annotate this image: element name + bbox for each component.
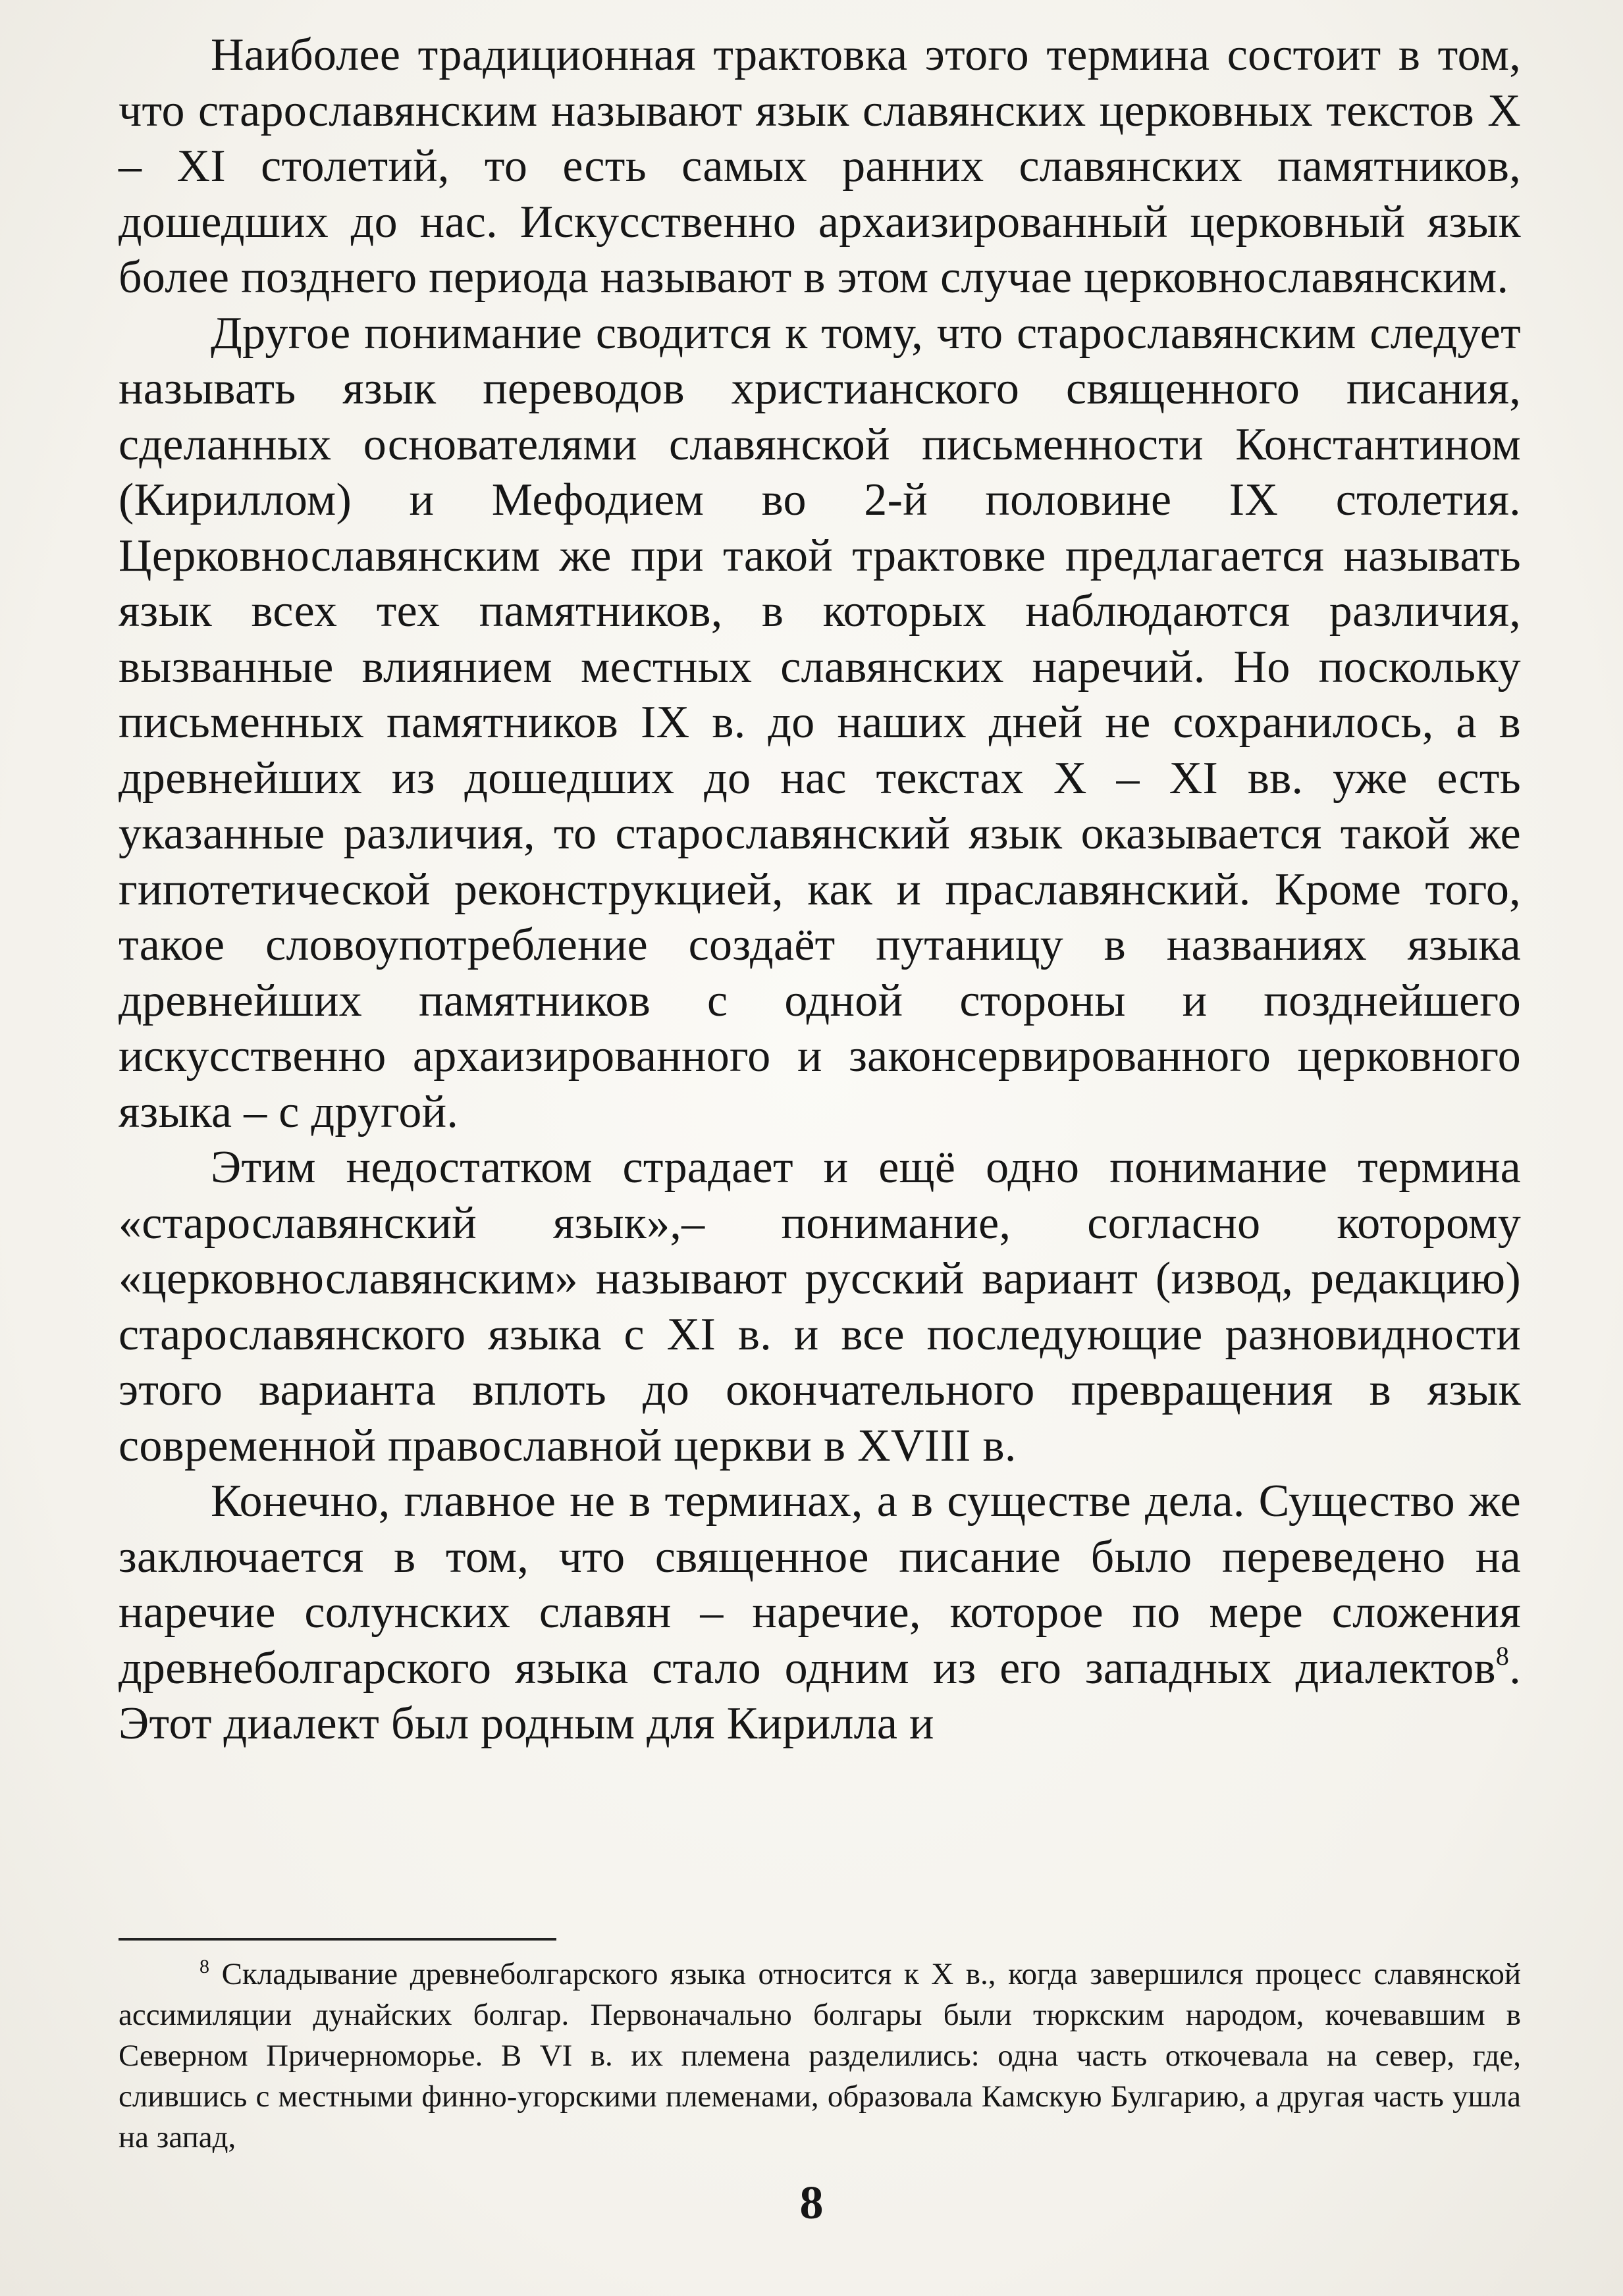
- footnote-text: Складывание древнеболгарского языка относится к X в., когда завершился процесс славянской ассимиляции дунайских болгар. Первоначально болгары были тюркским народом, кочевавшим в Северном Причерноморье. В VI в. их племена разделились: одна часть откочевала на север, где, слившись с местными финно-угорскими племенами, образовала Камскую Булгарию, а другая часть ушла на запад,: [119, 1957, 1521, 2154]
- paragraph-4-tail: . Этот диалект был родным для Кирилла и: [119, 1642, 1521, 1749]
- paragraph-4-text: Конечно, главное не в терминах, а в существе дела. Существо же заключается в том, что священное писание было переведено на наречие солунских славян – наречие, которое по мере сложения древнеболгарского языка стало одним из его западных диалектов: [119, 1476, 1521, 1694]
- main-text: [119, 28, 1521, 1752]
- footnote-reference: 8: [1495, 1640, 1510, 1671]
- page-number: 8: [799, 2176, 824, 2229]
- footnote: [119, 1954, 1521, 2158]
- paragraph-4: [119, 1474, 1521, 1752]
- footnote-marker: 8: [200, 1956, 209, 1977]
- paragraph-1: Наиболее традиционная трактовка этого термина состоит в том, что старославянским называют язык славянских церковных текстов X – XI столетий, то есть самых ранних славянских памятников, дошедших до нас. Искусственно архаизированный церковный язык более позднего периода называют в этом случае церковнославянским.: [119, 30, 1521, 303]
- paragraph-3: Этим недостатком страдает и ещё одно понимание термина «старославянский язык»,– понимание, согласно которому «церковнославянским» называют русский вариант (извод, редакцию) старославянского языка с XI в. и все последующие разновидности этого варианта вплоть до окончательного превращения в язык современной православной церкви в XVIII в.: [119, 1142, 1521, 1471]
- footnote-divider: [119, 1938, 556, 1941]
- paragraph-2: Другое понимание сводится к тому, что старославянским следует называть язык переводов христианского священного писания, сделанных основателями славянской письменности Константином (Кириллом) и Мефодием во 2-й половине IX столетия. Церковнославянским же при такой трактовке предлагается называть язык всех тех памятников, в которых наблюдаются различия, вызванные влиянием местных славянских наречий. Но поскольку письменных памятников IX в. до наших дней не сохранилось, а в древнейших из дошедших до нас текстах X – XI вв. уже есть указанные различия, то старославянский язык оказывается такой же гипотетической реконструкцией, как и праславянский. Кроме того, такое словоупотребление создаёт путаницу в названиях языка древнейших памятников с одной стороны и позднейшего искусственно архаизированного и законсервированного церковного языка – с другой.: [119, 307, 1521, 1137]
